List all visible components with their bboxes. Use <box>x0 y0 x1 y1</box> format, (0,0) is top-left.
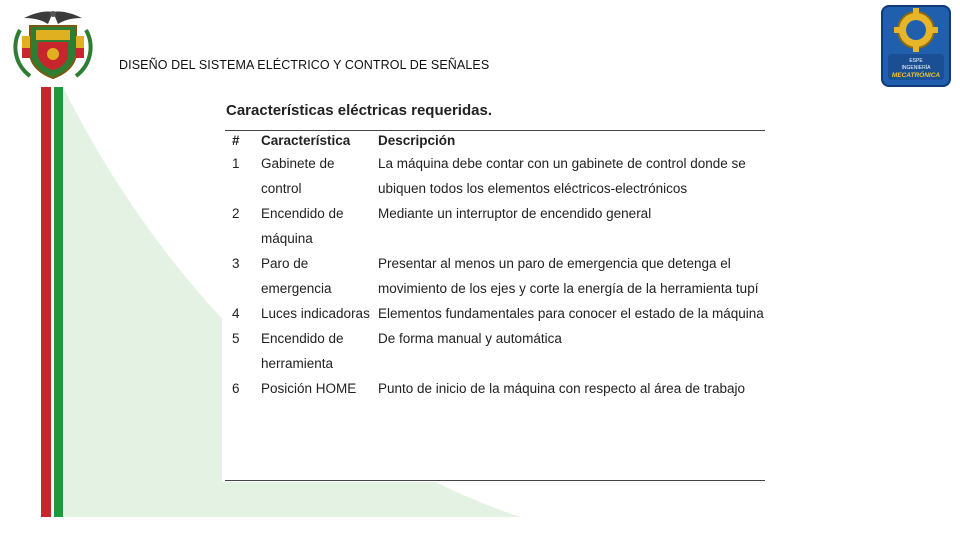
row-descripcion: Punto de inicio de la máquina con respecto al área de trabajo <box>378 381 745 396</box>
decorative-red-bar <box>41 87 51 517</box>
document-heading: Características eléctricas requeridas. <box>226 102 492 119</box>
column-header-descripcion: Descripción <box>378 132 456 148</box>
row-number: 3 <box>232 256 240 271</box>
row-descripcion: La máquina debe contar con un gabinete de control donde se ubiquen todos los elementos eléctricos-electrónicos <box>378 156 746 196</box>
logo-text-espe: ESPE <box>909 58 923 64</box>
table-bottom-rule <box>225 480 765 481</box>
row-caracteristica: Encendido de máquina <box>261 206 344 246</box>
decorative-green-bar <box>54 87 63 517</box>
row-caracteristica: Posición HOME <box>261 381 357 396</box>
row-number: 6 <box>232 381 240 396</box>
page-title: DISEÑO DEL SISTEMA ELÉCTRICO Y CONTROL DE SEÑALES <box>119 58 490 72</box>
table-row <box>226 376 764 401</box>
row-number: 2 <box>232 206 240 221</box>
row-number: 1 <box>232 156 240 171</box>
table-row <box>226 201 764 251</box>
row-caracteristica: Paro de emergencia <box>261 256 332 296</box>
requirements-table <box>226 130 764 401</box>
row-caracteristica: Luces indicadoras <box>261 306 370 321</box>
logo-text-mecatronica: MECATRÓNICA <box>891 72 941 79</box>
row-descripcion: De forma manual y automática <box>378 331 562 346</box>
table-row <box>226 326 764 376</box>
university-coat-of-arms-icon <box>6 6 100 84</box>
row-descripcion: Mediante un interruptor de encendido general <box>378 206 652 221</box>
row-number: 4 <box>232 306 240 321</box>
row-descripcion: Presentar al menos un paro de emergencia que detenga el movimiento de los ejes y corte la energía de la herramienta tupí <box>378 256 759 296</box>
column-header-number: # <box>232 132 240 148</box>
table-row <box>226 301 764 326</box>
logo-text-ingenieria: INGENIERÍA <box>901 65 931 71</box>
mecatronica-gear-logo-icon <box>880 4 952 88</box>
column-header-caracteristica: Característica <box>261 132 351 148</box>
row-caracteristica: Gabinete de control <box>261 156 335 196</box>
table-row <box>226 150 764 201</box>
table-row <box>226 251 764 301</box>
requirements-document <box>222 100 765 482</box>
row-caracteristica: Encendido de herramienta <box>261 331 344 371</box>
row-number: 5 <box>232 331 240 346</box>
row-descripcion: Elementos fundamentales para conocer el estado de la máquina <box>378 306 764 321</box>
table-header-row <box>226 130 764 150</box>
